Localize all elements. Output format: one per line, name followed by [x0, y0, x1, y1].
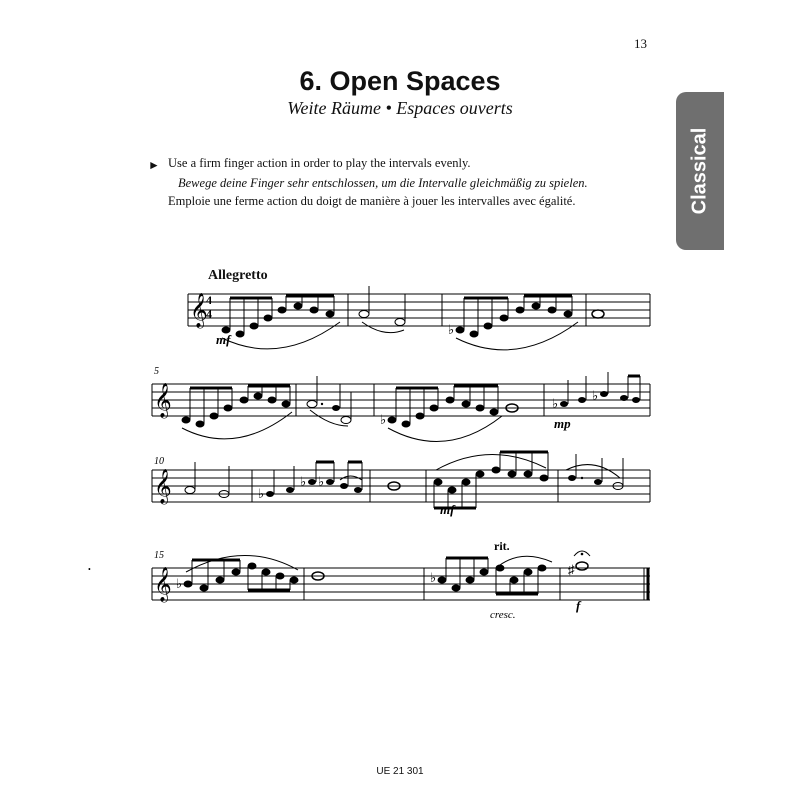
rit-marking: rit. [494, 539, 510, 553]
svg-text:𝄞: 𝄞 [154, 383, 172, 418]
svg-text:♭: ♭ [430, 570, 437, 585]
dynamic-mf-1: mf [216, 332, 231, 347]
page-number: 13 [634, 36, 647, 51]
measure-number-10: 10 [154, 456, 164, 467]
svg-text:𝄞: 𝄞 [154, 469, 172, 504]
dynamic-f: f [576, 598, 581, 613]
instruction-french: Emploie une ferme action du doigt de manière à jouer les intervalles avec égalité. [168, 194, 576, 208]
svg-text:♭: ♭ [380, 412, 387, 427]
flat-icon: ♭ [448, 322, 455, 337]
arrow-icon: ► [148, 158, 160, 172]
svg-text:♭: ♭ [176, 576, 183, 591]
measure-number-15: 15 [154, 550, 164, 561]
svg-text:♭: ♭ [592, 388, 599, 403]
staff-4 [152, 551, 650, 603]
piece-title: 6. Open Spaces [299, 66, 501, 96]
measure-number-5: 5 [154, 366, 159, 377]
cresc-marking: cresc. [490, 609, 516, 621]
catalogue-code: UE 21 301 [376, 766, 424, 777]
time-sig-bottom: 4 [206, 307, 212, 321]
staff-2 [152, 372, 650, 441]
treble-clef-icon: 𝄞 [190, 293, 208, 328]
stray-mark: • [88, 565, 91, 574]
svg-text:♭: ♭ [318, 474, 325, 489]
time-sig-top: 4 [206, 293, 212, 307]
svg-text:♭: ♭ [552, 396, 559, 411]
instruction-german: Bewege deine Finger sehr entschlossen, um die Intervalle gleichmäßig zu spielen. [178, 176, 588, 190]
svg-text:♭: ♭ [258, 486, 265, 501]
section-tab-label: Classical [688, 127, 711, 215]
piece-subtitle: Weite Räume • Espaces ouverts [287, 98, 513, 118]
dynamic-mp: mp [554, 416, 571, 431]
svg-text:♯: ♯ [568, 562, 575, 577]
svg-text:𝄞: 𝄞 [154, 567, 172, 602]
svg-text:♭: ♭ [300, 474, 307, 489]
instruction-english: Use a firm finger action in order to play the intervals evenly. [168, 156, 471, 170]
staff-1 [188, 286, 650, 350]
staff-3 [152, 452, 650, 508]
dynamic-mf-2: mf [440, 502, 455, 517]
tempo-marking: Allegretto [208, 268, 268, 283]
